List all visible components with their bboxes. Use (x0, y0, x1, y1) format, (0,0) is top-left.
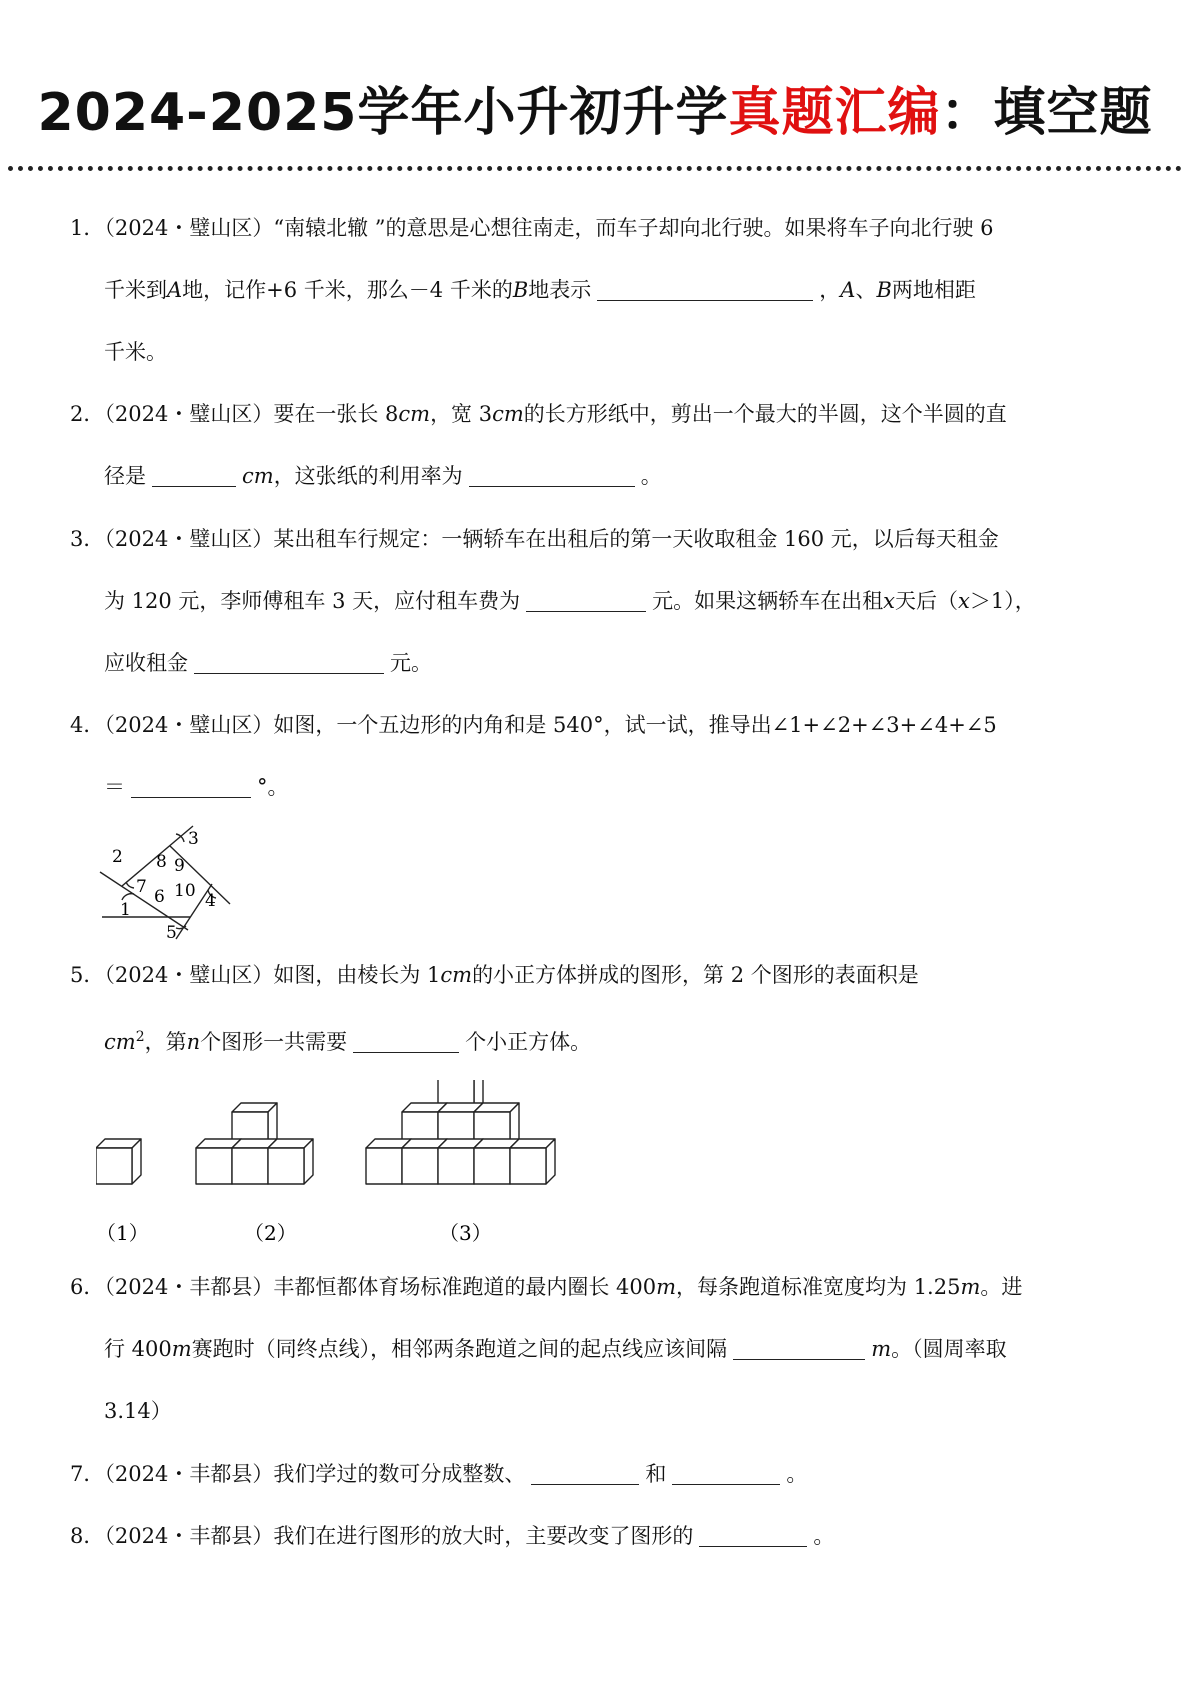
unit-m: m (960, 1275, 981, 1299)
question-5 (70, 944, 1120, 1068)
figure-label: 1 (120, 900, 131, 920)
figure-label: 9 (174, 856, 185, 876)
answer-blank[interactable] (526, 587, 646, 612)
variable-x: x (883, 589, 895, 613)
figure-label: 5 (166, 923, 177, 940)
question-text: 元。 (390, 651, 432, 675)
question-text: 我们在进行图形的放大时，主要改变了图形的 (273, 1524, 694, 1548)
question-2-line-2 (70, 445, 1120, 507)
question-text: 某出租车行规定：一辆轿车在出租后的第一天收取租金 160 元，以后每天租金 (273, 527, 999, 551)
question-text: 地，记作+6 千米，那么－4 千米的 (182, 278, 513, 302)
question-text: 个小正方体。 (465, 1030, 592, 1054)
unit-cm: cm (440, 963, 473, 987)
variable-a: A (840, 278, 856, 302)
question-number: 1． (70, 216, 105, 240)
unit-cube (546, 1139, 555, 1184)
question-4-line-2 (70, 756, 1120, 818)
question-text: 两地相距 (891, 278, 976, 302)
question-text: 千米到 (104, 278, 167, 302)
figure-label-3: （3） (439, 1221, 492, 1245)
question-text: ，每条跑道标准宽度均为 1.25 (676, 1275, 961, 1299)
answer-blank[interactable] (194, 649, 384, 674)
figure-label-2: （2） (244, 1221, 297, 1245)
question-text: ，第 (144, 1030, 187, 1054)
question-text: 如图，由棱长为 1 (273, 963, 441, 987)
question-source: （2024・丰都县） (104, 1275, 274, 1299)
answer-blank[interactable] (353, 1028, 459, 1053)
question-6 (70, 1256, 1120, 1442)
question-text: 元。如果这辆轿车在出租 (652, 589, 884, 613)
question-source: （2024・丰都县） (104, 1524, 274, 1548)
question-text: 如图，一个五边形的内角和是 540°，试一试，推导出∠1+∠2+∠3+∠4+∠5 (273, 713, 997, 737)
question-1-line-2 (70, 259, 1120, 321)
question-text: 地表示 (528, 278, 592, 302)
unit-cm: cm (104, 1030, 136, 1054)
question-source: （2024・璧山区） (104, 963, 274, 987)
question-number: 5． (70, 963, 105, 987)
question-text: 千米。 (104, 340, 167, 364)
answer-blank[interactable] (699, 1522, 807, 1547)
unit-cube (268, 1148, 304, 1184)
answer-blank[interactable] (733, 1335, 865, 1360)
question-text: 应收租金 (104, 651, 188, 675)
answer-blank[interactable] (597, 276, 813, 301)
question-source: （2024・璧山区） (104, 402, 274, 426)
question-text: 。进 (980, 1275, 1023, 1299)
question-text: ＝ (104, 775, 125, 799)
question-source: （2024・璧山区） (104, 527, 274, 551)
question-text: °。 (257, 775, 289, 799)
unit-cm: cm (398, 402, 431, 426)
pentagon-angle-figure (98, 822, 238, 940)
question-number: 3． (70, 527, 105, 551)
unit-m: m (656, 1275, 677, 1299)
question-text: 的小正方体拼成的图形，第 2 个图形的表面积是 (472, 963, 919, 987)
variable-b: B (876, 278, 892, 302)
unit-cube (96, 1148, 132, 1184)
cube-stack-figure (96, 1080, 606, 1250)
question-text: 赛跑时（同终点线），相邻两条跑道之间的起点线应该间隔 (191, 1337, 728, 1361)
question-text: 径是 (104, 464, 146, 488)
question-8 (70, 1505, 1120, 1567)
question-1-line-1 (70, 197, 1120, 259)
question-3-line-3 (70, 632, 1120, 694)
answer-blank[interactable] (672, 1460, 780, 1485)
unit-m: m (871, 1337, 892, 1361)
question-text: ，这张纸的利用率为 (273, 464, 463, 488)
answer-blank[interactable] (152, 462, 236, 487)
dotted-divider (8, 166, 1182, 171)
question-text: ＞1）， (969, 589, 1036, 613)
question-3-line-2 (70, 570, 1120, 632)
question-8-line-1 (70, 1505, 1120, 1567)
question-6-line-3 (70, 1380, 1120, 1442)
question-text: 。（圆周率取 (891, 1337, 1007, 1361)
title-part1: 2024-2025学年小升初升学 (37, 83, 729, 143)
question-text: 3.14） (104, 1399, 172, 1423)
figure-label: 4 (205, 891, 216, 911)
question-number: 6． (70, 1275, 105, 1299)
answer-blank[interactable] (531, 1460, 639, 1485)
question-6-line-1 (70, 1256, 1120, 1318)
question-source: （2024・璧山区） (104, 216, 274, 240)
figure-label: 2 (112, 847, 123, 867)
question-source: （2024・璧山区） (104, 713, 274, 737)
unit-cube (196, 1148, 232, 1184)
question-7 (70, 1443, 1120, 1505)
question-5-line-1 (70, 944, 1120, 1006)
question-text: “南辕北辙 ”的意思是心想往南走，而车子却向北行驶。如果将车子向北行驶 6 (273, 216, 994, 240)
question-text: 。 (786, 1462, 808, 1486)
variable-b: B (512, 278, 529, 302)
variable-x: x (958, 589, 970, 613)
question-7-line-1 (70, 1443, 1120, 1505)
variable-n: n (186, 1030, 201, 1054)
question-text: 和 (645, 1462, 667, 1486)
question-text: 为 120 元，李师傅租车 3 天，应付租车费为 (104, 589, 521, 613)
question-text: 行 400 (104, 1337, 172, 1361)
question-text: 。 (813, 1524, 835, 1548)
question-3-line-1 (70, 508, 1120, 570)
figure-label: 8 (156, 852, 167, 872)
unit-cube (402, 1148, 438, 1184)
unit-cube (304, 1139, 313, 1184)
question-text: 的长方形纸中，剪出一个最大的半圆，这个半圆的直 (523, 402, 1007, 426)
answer-blank[interactable] (131, 773, 251, 798)
question-number: 4． (70, 713, 105, 737)
title-highlight: 真题汇编 (728, 83, 941, 143)
unit-cm: cm (242, 464, 274, 488)
question-4 (70, 694, 1120, 818)
figure-label: 6 (154, 887, 165, 907)
question-text: ， (819, 278, 841, 302)
answer-blank[interactable] (469, 462, 635, 487)
question-text: 丰都恒都体育场标准跑道的最内圈长 400 (273, 1275, 657, 1299)
question-2 (70, 383, 1120, 507)
question-4-line-1 (70, 694, 1120, 756)
unit-exponent: 2 (135, 1029, 145, 1045)
figure-label: 3 (188, 829, 199, 849)
question-1 (70, 197, 1120, 383)
question-text: 天后（ (895, 589, 958, 613)
question-1-line-3 (70, 321, 1120, 383)
unit-cube (438, 1148, 474, 1184)
question-text: 。 (640, 464, 662, 488)
question-text: 、 (855, 278, 877, 302)
question-6-line-2 (70, 1318, 1120, 1380)
figure-label-1: （1） (96, 1221, 149, 1245)
question-text: 要在一张长 8 (273, 402, 399, 426)
question-3 (70, 508, 1120, 694)
unit-cube (132, 1139, 141, 1184)
unit-cube (366, 1148, 402, 1184)
unit-cube (232, 1148, 268, 1184)
question-source: （2024・丰都县） (104, 1462, 274, 1486)
unit-cube (474, 1148, 510, 1184)
page-title (0, 78, 1190, 148)
question-2-line-1 (70, 383, 1120, 445)
question-number: 7． (70, 1462, 105, 1486)
question-text: 我们学过的数可分成整数、 (273, 1462, 526, 1486)
title-part2: ：填空题 (940, 83, 1153, 143)
unit-cm: cm (492, 402, 524, 426)
question-number: 8． (70, 1524, 105, 1548)
question-text: 个图形一共需要 (200, 1030, 348, 1054)
figure-label: 10 (174, 881, 196, 901)
unit-cube (510, 1148, 546, 1184)
figure-label: 7 (136, 877, 147, 897)
question-number: 2． (70, 402, 105, 426)
variable-a: A (167, 278, 183, 302)
question-5-line-2 (70, 1006, 1120, 1068)
question-text: ，宽 3 (430, 402, 493, 426)
unit-m: m (171, 1337, 192, 1361)
